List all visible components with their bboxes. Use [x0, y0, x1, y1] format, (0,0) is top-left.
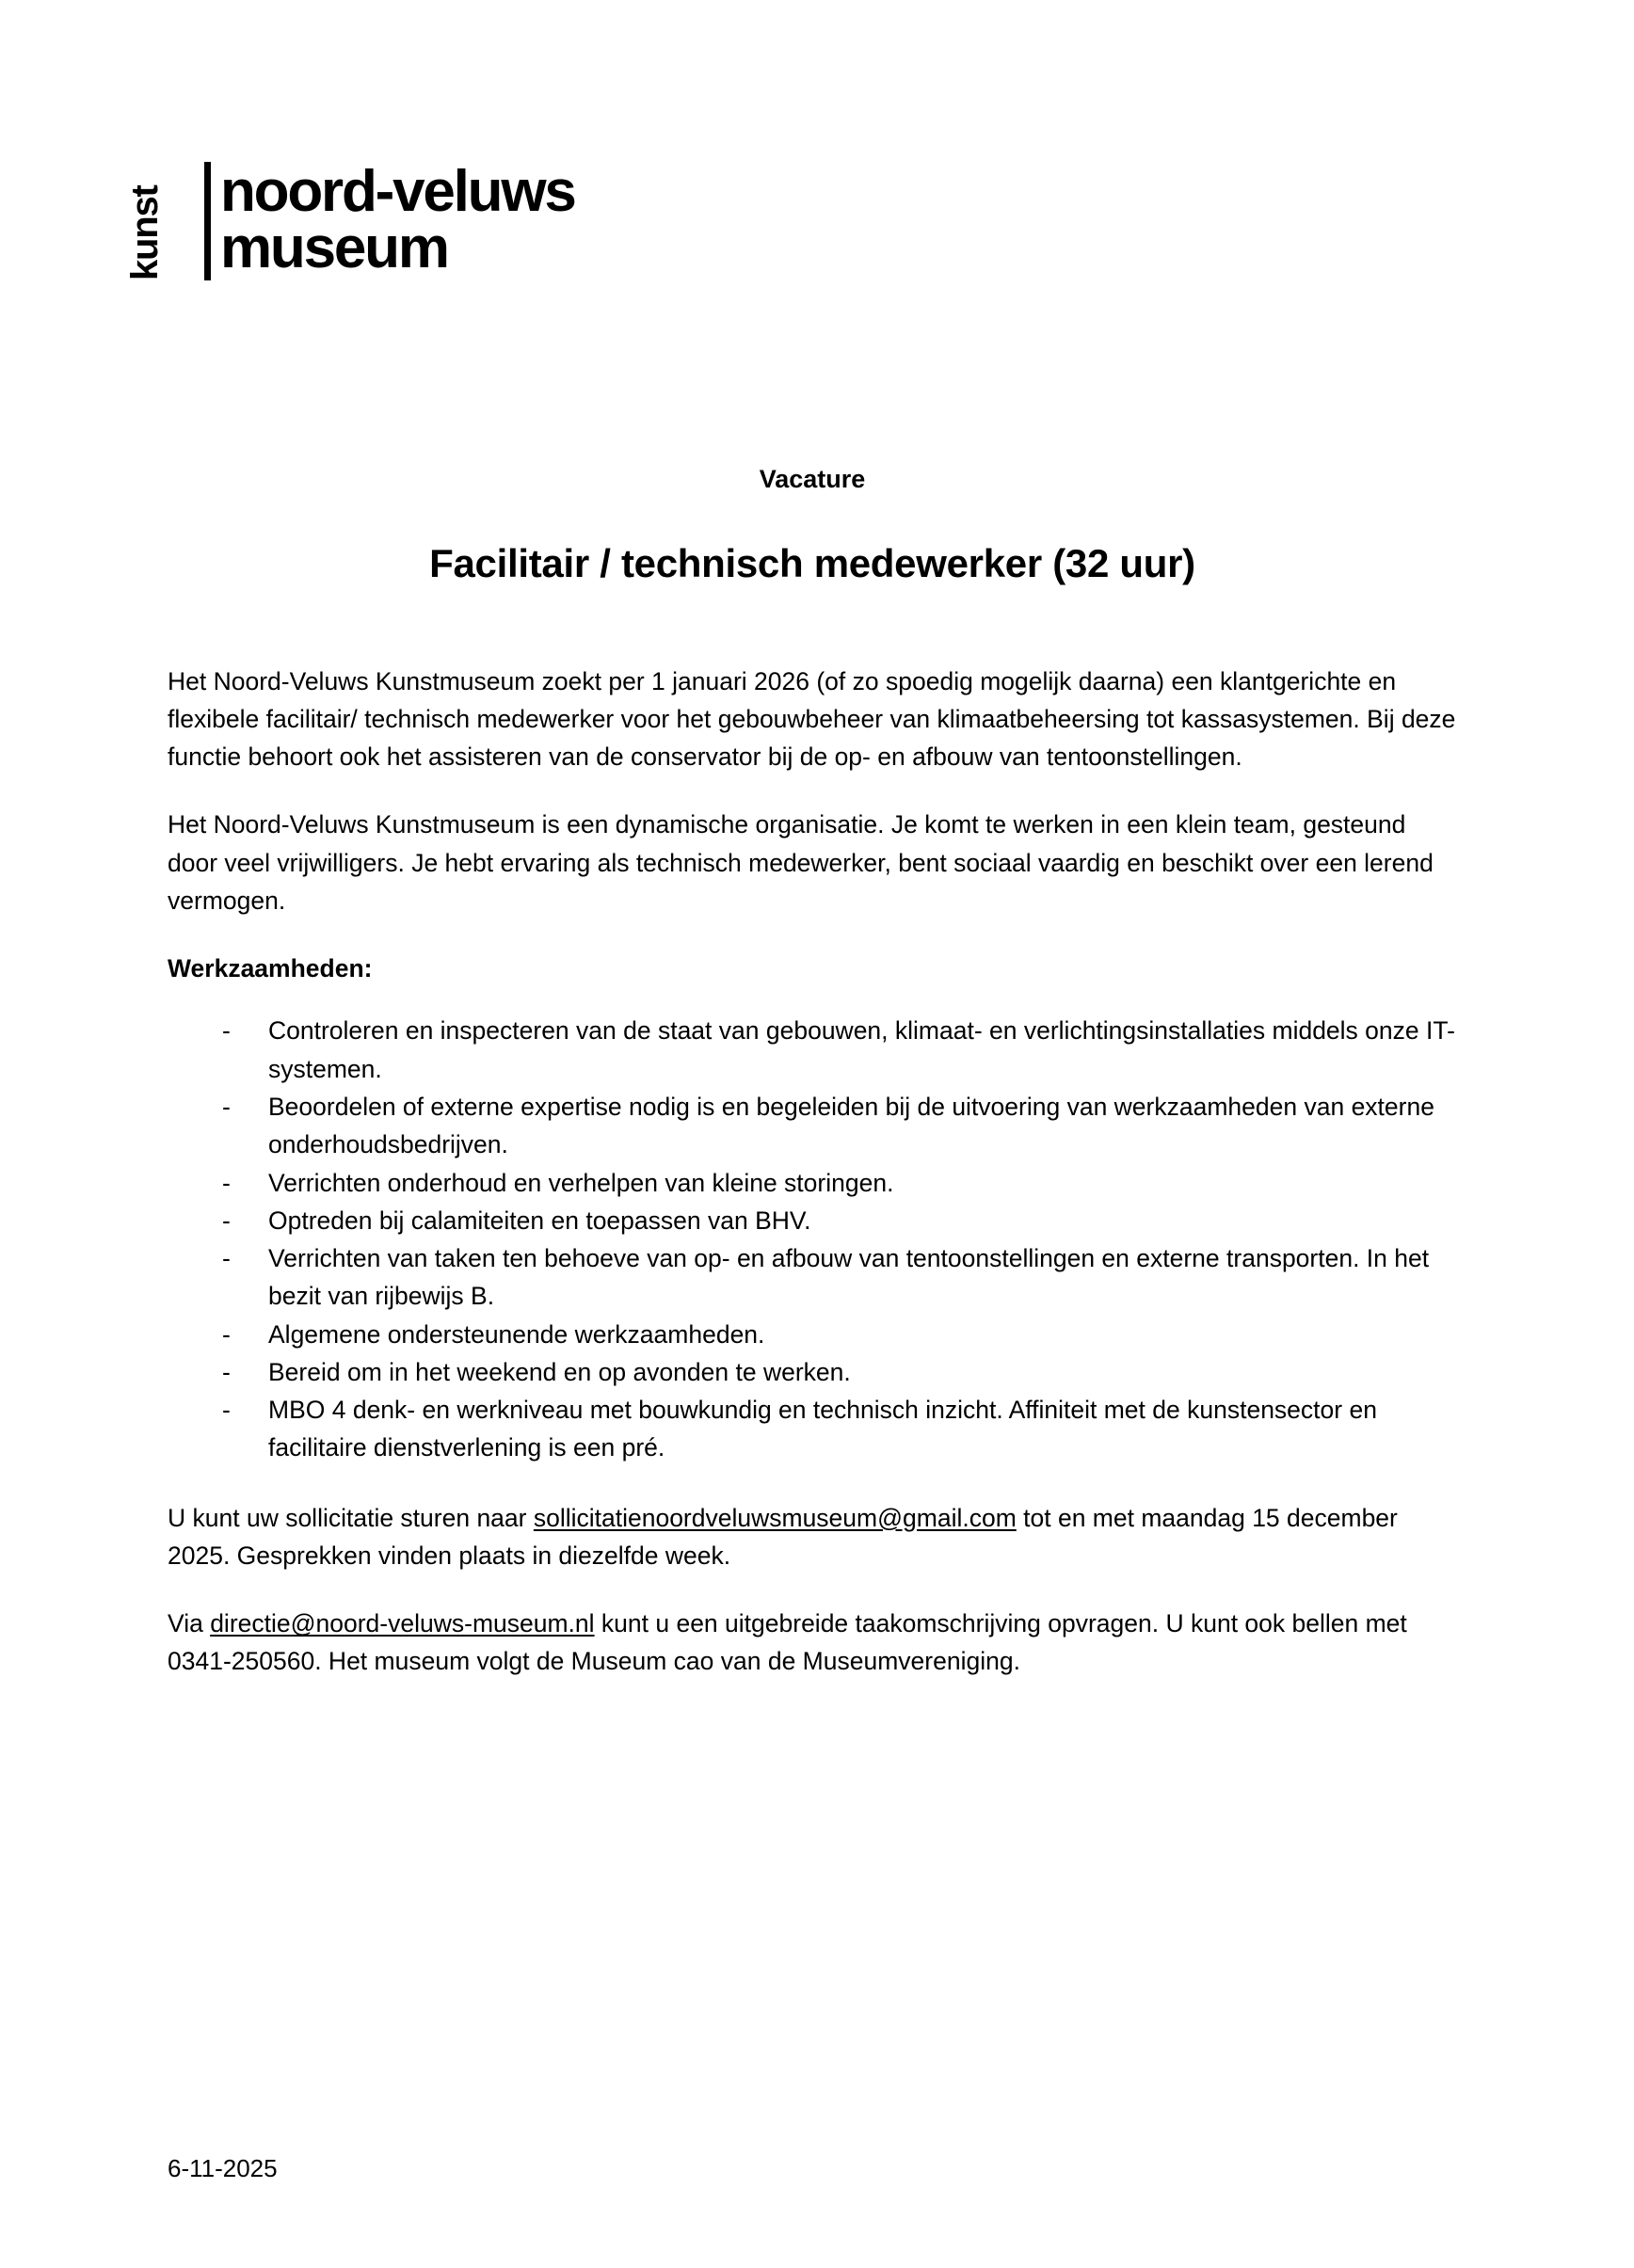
list-item-text: Bereid om in het weekend en op avonden te werken.	[268, 1357, 851, 1386]
bullet-dash-icon: -	[222, 1016, 231, 1046]
tasks-list	[168, 1012, 1457, 1466]
museum-logo	[124, 158, 575, 282]
contact-paragraph	[168, 1605, 1457, 1681]
vacancy-content	[168, 463, 1457, 1711]
document-kicker: Vacature	[759, 465, 866, 493]
application-email-link[interactable]: sollicitatienoordveluwsmuseum@gmail.com	[533, 1503, 1017, 1532]
list-item-text: Beoordelen of externe expertise nodig is en begeleiden bij de uitvoering van werkzaamheden van externe onderhoudsbedrijven.	[268, 1092, 1434, 1159]
bullet-dash-icon: -	[222, 1092, 231, 1121]
list-item	[168, 1316, 1457, 1353]
list-item-text: Controleren en inspecteren van de staat van gebouwen, klimaat- en verlichtingsinstallaties middels onze IT-systemen.	[268, 1016, 1455, 1083]
contact-text-before: Via	[168, 1609, 211, 1638]
footer-date: 6-11-2025	[168, 2154, 278, 2182]
list-item-text: MBO 4 denk- en werkniveau met bouwkundig en technisch inzicht. Affiniteit met de kunstensector en facilitaire dienstverlening is een pré.	[268, 1396, 1377, 1462]
application-paragraph	[168, 1499, 1457, 1575]
list-item	[168, 1353, 1457, 1391]
logo-kunst-block	[124, 158, 215, 282]
logo-divider-rule	[204, 162, 211, 280]
list-item-text: Algemene ondersteunende werkzaamheden.	[268, 1319, 765, 1349]
list-item	[168, 1012, 1457, 1088]
intro-paragraph: Het Noord-Veluws Kunstmuseum zoekt per 1 januari 2026 (of zo spoedig mogelijk daarna) een klantgerichte en flexibele facilitair/ technisch medewerker voor het gebouwbeheer van klimaatbeheersing tot kassasystemen. Bij deze functie behoort ook het assisteren van de conservator bij de op- en afbouw van tentoonstellingen.	[168, 666, 1456, 772]
logo-line-museum: museum	[220, 216, 448, 280]
logo-kunst-text: kunst	[124, 185, 166, 280]
bullet-dash-icon: -	[222, 1168, 231, 1197]
list-item	[168, 1164, 1457, 1202]
logo-wordmark	[220, 158, 575, 282]
tasks-heading: Werkzaamheden:	[168, 954, 373, 983]
list-item-text: Verrichten van taken ten behoeve van op- en afbouw van tentoonstellingen en externe transporten. In het bezit van rijbewijs B.	[268, 1244, 1430, 1311]
list-item	[168, 1391, 1457, 1467]
application-text-before: U kunt uw sollicitatie sturen naar	[168, 1503, 534, 1532]
list-item	[168, 1202, 1457, 1239]
application-text-after: tot en met maandag 15 december 2025. Gesprekken vinden plaats in diezelfde week.	[168, 1503, 1398, 1570]
bullet-dash-icon: -	[222, 1396, 231, 1425]
bullet-dash-icon: -	[222, 1357, 231, 1386]
contact-text-after: kunt u een uitgebreide taakomschrijving opvragen. U kunt ook bellen met 0341-250560. Het museum volgt de Museum cao van de Museumvereniging.	[168, 1609, 1407, 1676]
contact-email-link[interactable]: directie@noord-veluws-museum.nl	[210, 1609, 595, 1638]
page-title: Facilitair / technisch medewerker (32 uur)	[429, 541, 1195, 586]
list-item-text: Optreden bij calamiteiten en toepassen van BHV.	[268, 1206, 811, 1235]
list-item-text: Verrichten onderhoud en verhelpen van kleine storingen.	[268, 1168, 894, 1197]
organisation-paragraph: Het Noord-Veluws Kunstmuseum is een dynamische organisatie. Je komt te werken in een klein team, gesteund door veel vrijwilligers. Je hebt ervaring als technisch medewerker, bent sociaal vaardig en beschikt over een lerend vermogen.	[168, 810, 1434, 915]
bullet-dash-icon: -	[222, 1319, 231, 1349]
list-item	[168, 1239, 1457, 1316]
list-item	[168, 1088, 1457, 1164]
logo-line-noord-veluws: noord-veluws	[220, 158, 575, 224]
bullet-dash-icon: -	[222, 1206, 231, 1235]
bullet-dash-icon: -	[222, 1244, 231, 1273]
